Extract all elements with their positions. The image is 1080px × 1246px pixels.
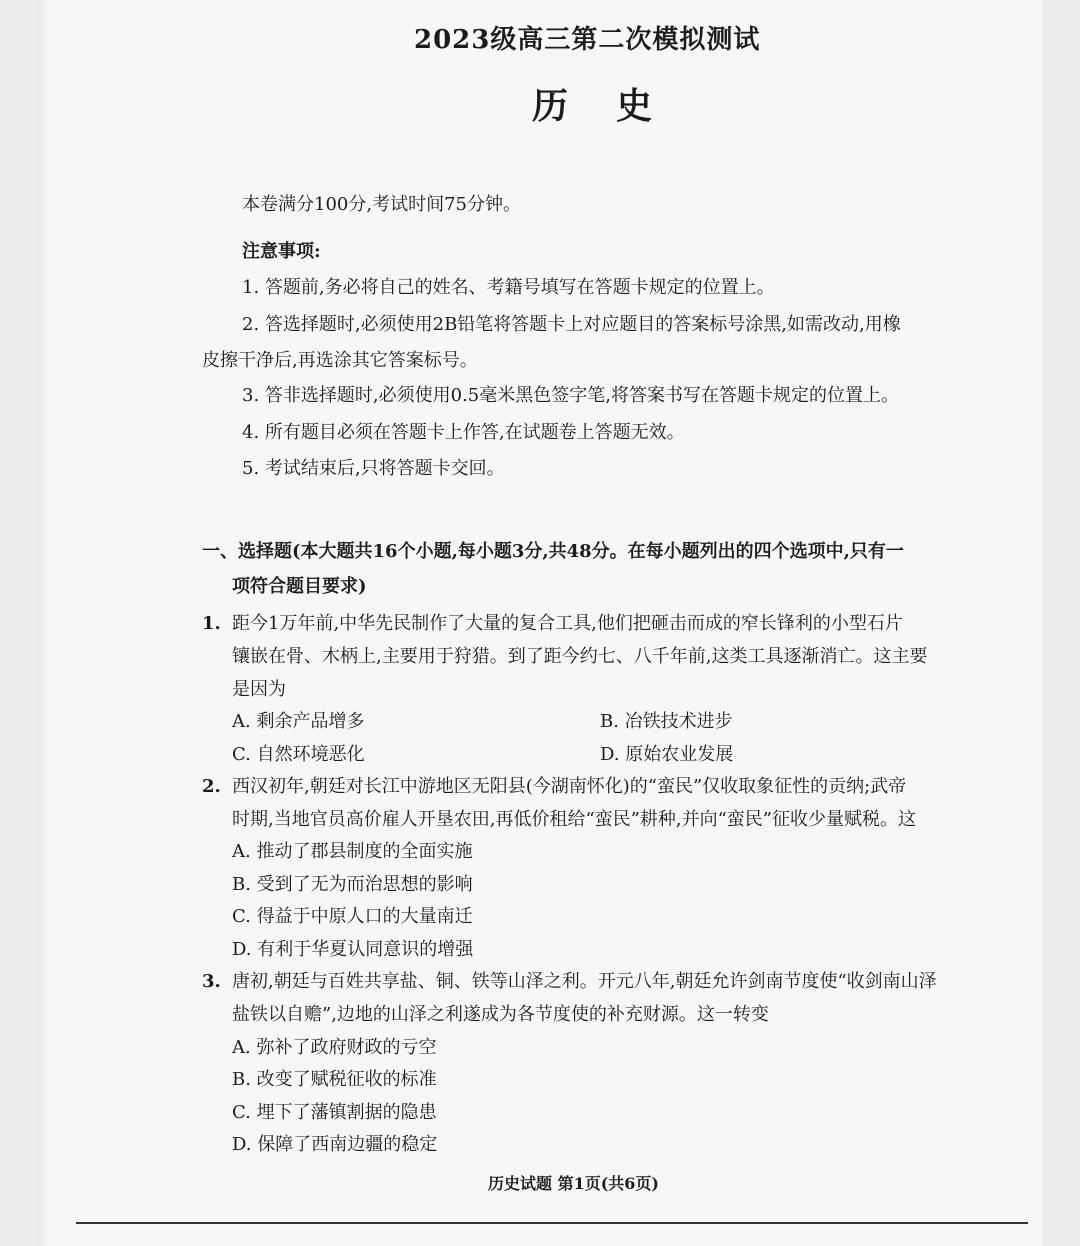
option-b: B. 受到了无为而治思想的影响 [232, 874, 473, 895]
subject-title: 历史 [532, 85, 701, 127]
option-b: B. 冶铁技术进步 [600, 711, 733, 732]
question-number: 2. [202, 776, 221, 797]
paper-left-shadow [38, 0, 48, 1246]
question-stem-line: 镶嵌在骨、木柄上,主要用于狩猎。到了距今约七、八千年前,这类工具逐渐消亡。这主要 [232, 646, 928, 667]
question-number: 1. [202, 613, 221, 634]
exam-intro: 本卷满分100分,考试时间75分钟。 [242, 194, 521, 215]
exam-title: 2023级高三第二次模拟测试 [414, 25, 761, 55]
question-stem-line: 距今1万年前,中华先民制作了大量的复合工具,他们把砸击而成的窄长锋利的小型石片 [232, 613, 903, 634]
option-d: D. 有利于华夏认同意识的增强 [232, 939, 474, 960]
notice-item-continuation: 皮擦干净后,再选涂其它答案标号。 [202, 350, 478, 371]
section-heading: 一、选择题(本大题共16个小题,每小题3分,共48分。在每小题列出的四个选项中,只有一 [202, 541, 904, 562]
question-stem-line: 盐铁以自赡”,边地的山泽之利遂成为各节度使的补充财源。这一转变 [232, 1004, 769, 1025]
question-stem-line: 唐初,朝廷与百姓共享盐、铜、铁等山泽之利。开元八年,朝廷允许剑南节度使“收剑南山泽 [232, 971, 937, 992]
notice-item: 1. 答题前,务必将自己的姓名、考籍号填写在答题卡规定的位置上。 [242, 277, 775, 298]
notice-item: 2. 答选择题时,必须使用2B铅笔将答题卡上对应题目的答案标号涂黑,如需改动,用橡 [242, 314, 901, 335]
option-d: D. 保障了西南边疆的稳定 [232, 1134, 438, 1155]
option-a: A. 推动了郡县制度的全面实施 [232, 841, 473, 862]
notice-item: 3. 答非选择题时,必须使用0.5毫米黑色签字笔,将答案书写在答题卡规定的位置上。 [242, 385, 899, 406]
section-heading-continuation: 项符合题目要求) [232, 576, 367, 597]
question-stem-line: 西汉初年,朝廷对长江中游地区无阳县(今湖南怀化)的“蛮民”仅收取象征性的贡纳;武帝 [232, 776, 907, 797]
option-b: B. 改变了赋税征收的标准 [232, 1069, 437, 1090]
notice-heading: 注意事项: [242, 241, 321, 262]
option-a: A. 弥补了政府财政的亏空 [232, 1037, 437, 1058]
notice-item: 5. 考试结束后,只将答题卡交回。 [242, 458, 505, 479]
option-d: D. 原始农业发展 [600, 744, 734, 765]
option-c: C. 自然环境恶化 [232, 744, 365, 765]
question-stem-line: 时期,当地官员高价雇人开垦农田,再低价租给“蛮民”耕种,并向“蛮民”征收少量赋税。这 [232, 809, 916, 830]
notice-item: 4. 所有题目必须在答题卡上作答,在试题卷上答题无效。 [242, 422, 685, 443]
question-stem-line: 是因为 [232, 679, 286, 700]
option-c: C. 埋下了藩镇割据的隐患 [232, 1102, 437, 1123]
page-footer: 历史试题 第1页(共6页) [488, 1174, 659, 1193]
question-number: 3. [202, 971, 221, 992]
option-a: A. 剩余产品增多 [232, 711, 365, 732]
bottom-divider [76, 1222, 1028, 1224]
option-c: C. 得益于中原人口的大量南迁 [232, 906, 473, 927]
